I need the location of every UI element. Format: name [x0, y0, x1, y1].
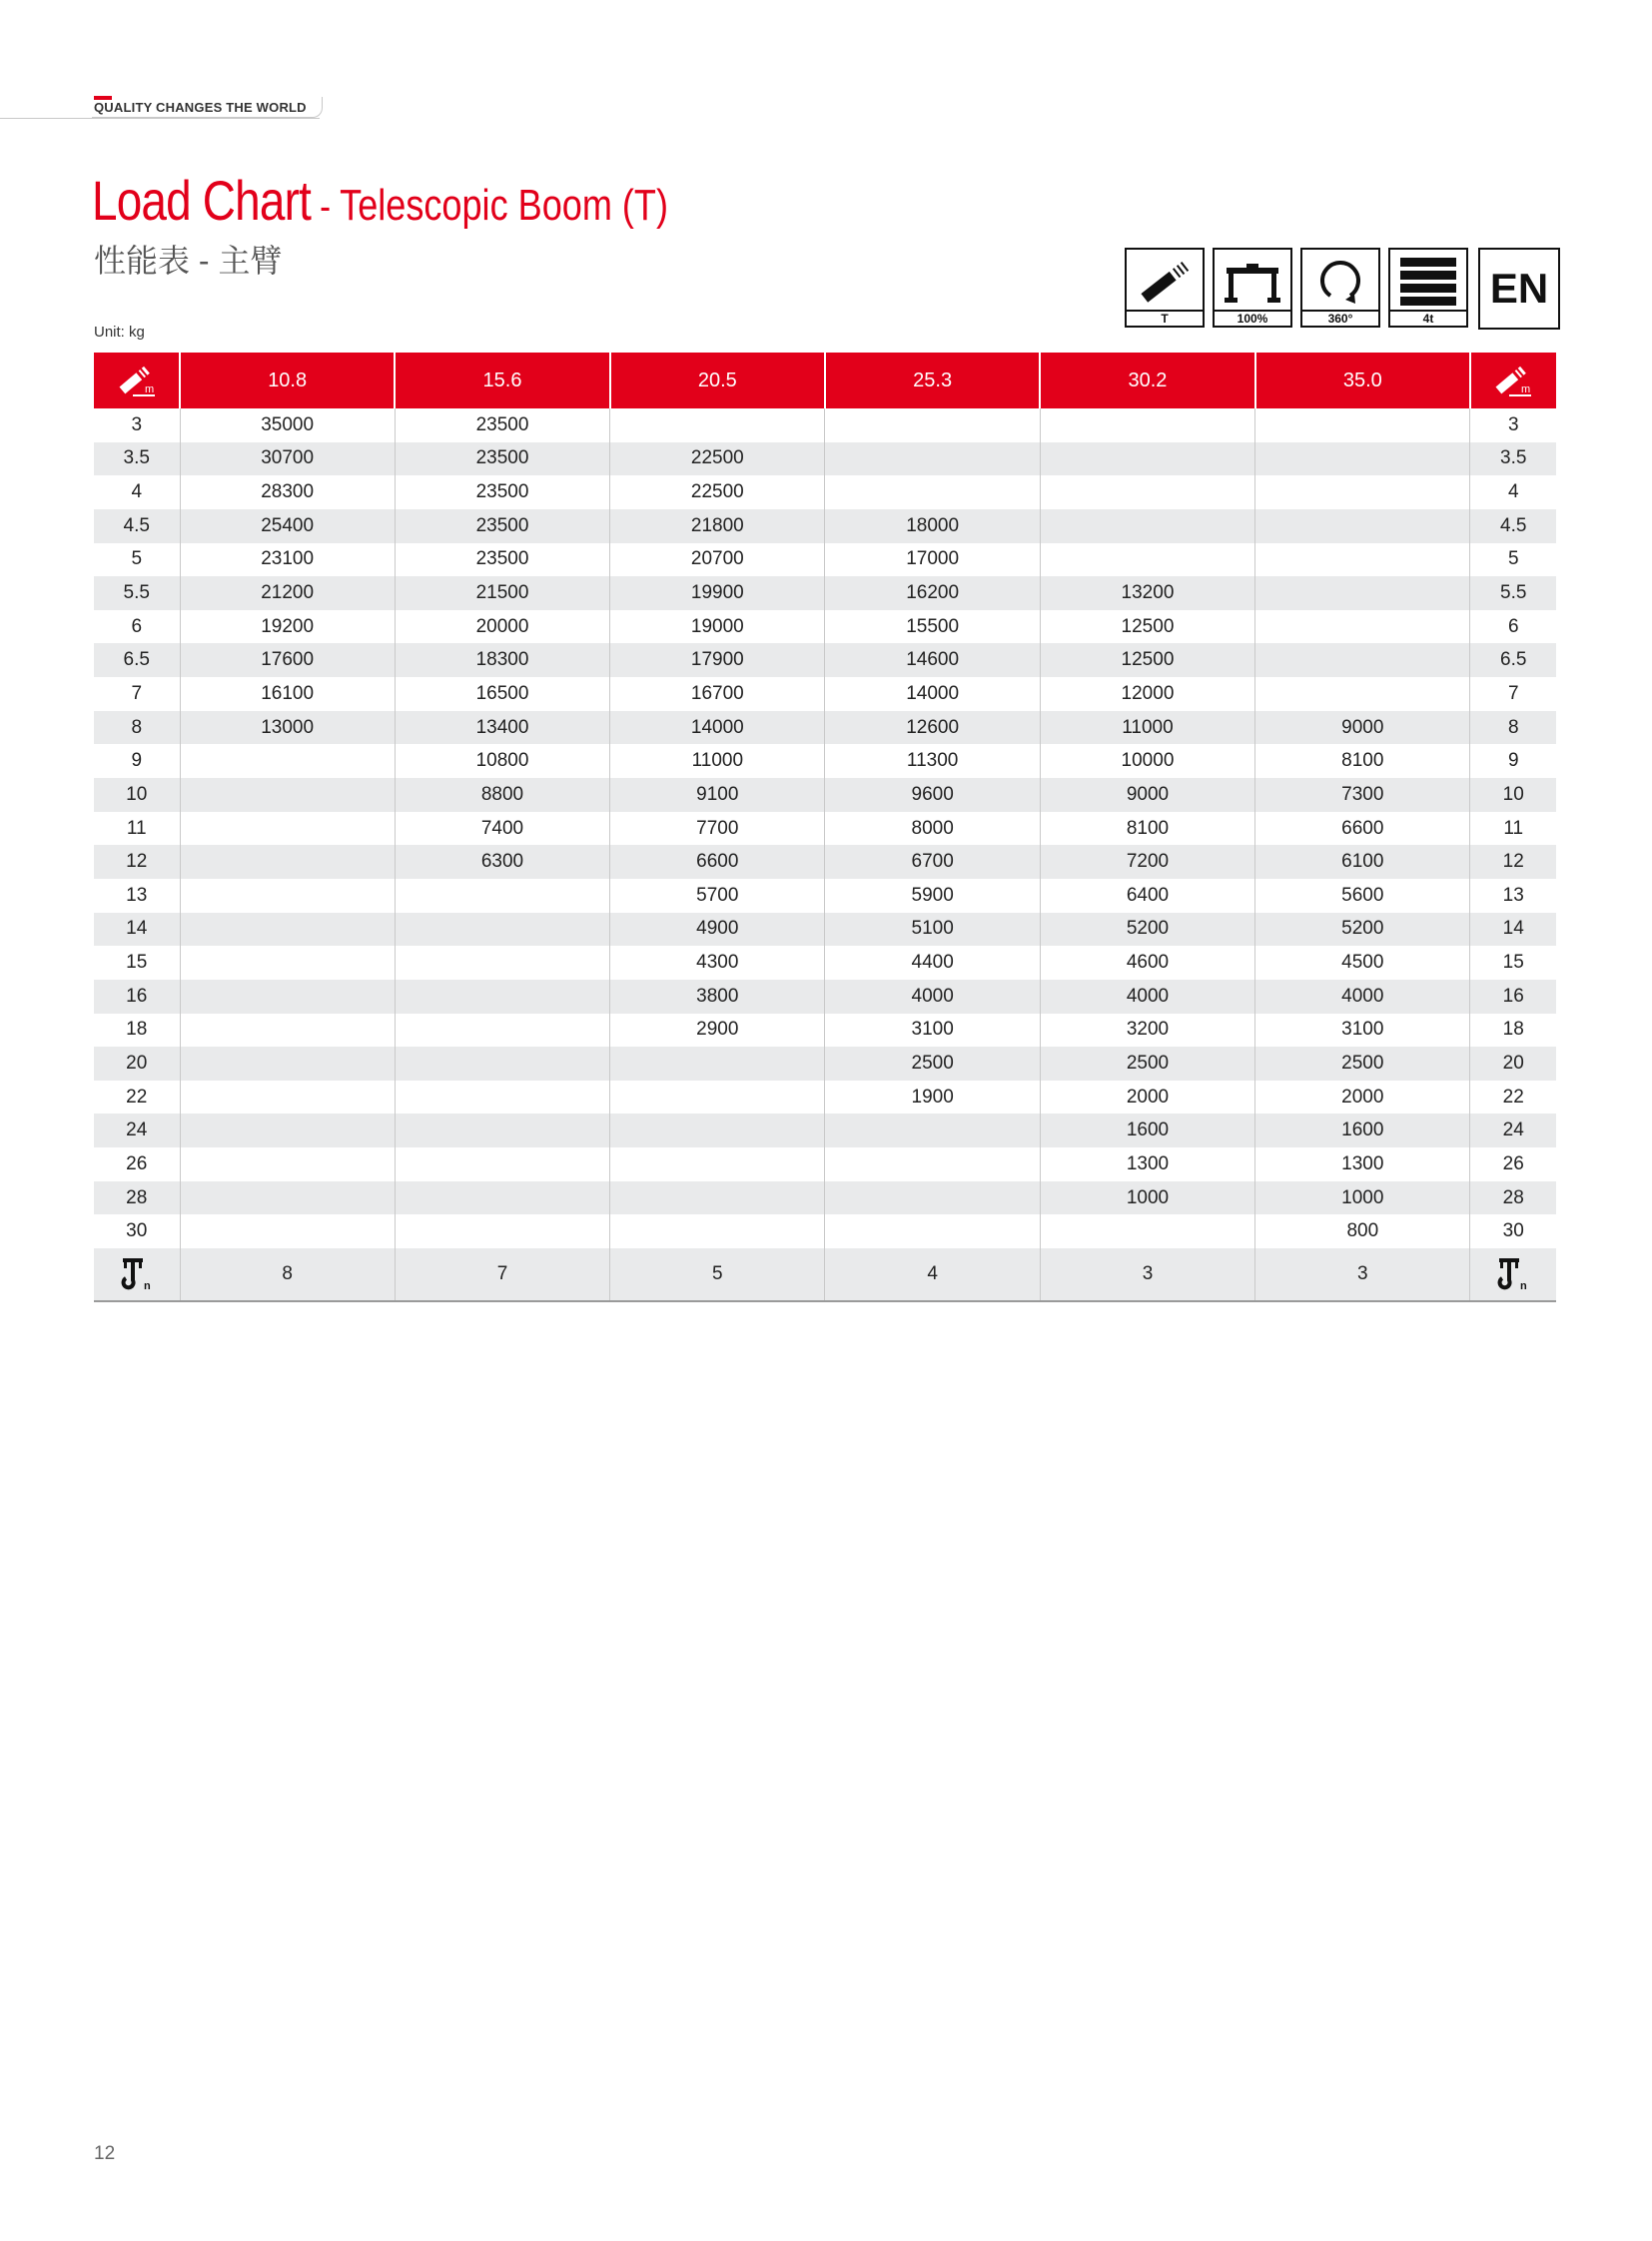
load-cell: 23500 — [395, 509, 609, 543]
load-cell — [825, 408, 1040, 442]
load-cell: 8800 — [395, 778, 609, 812]
load-cell — [1255, 610, 1470, 644]
load-cell — [180, 812, 395, 846]
load-cell: 9000 — [1040, 778, 1254, 812]
tagline-bar — [0, 96, 326, 122]
radius-cell-right: 26 — [1470, 1147, 1556, 1181]
radius-cell-left: 15 — [126, 952, 148, 974]
load-cell: 4000 — [1255, 980, 1470, 1014]
load-cell — [1040, 543, 1254, 577]
config-caption: 360° — [1302, 310, 1378, 326]
load-cell: 18300 — [395, 643, 609, 677]
load-cell — [180, 1181, 395, 1215]
radius-cell-right: 18 — [1470, 1014, 1556, 1048]
load-cell: 19200 — [180, 610, 395, 644]
load-cell: 18000 — [825, 509, 1040, 543]
load-cell: 13000 — [180, 711, 395, 745]
load-cell: 15500 — [825, 610, 1040, 644]
table-row — [94, 778, 1556, 812]
load-cell: 8100 — [1255, 744, 1470, 778]
load-cell: 800 — [1255, 1214, 1470, 1248]
reeving-label-left — [94, 1248, 180, 1301]
config-telescopic-boom — [1125, 248, 1205, 328]
radius-cell-left: 6.5 — [94, 643, 180, 677]
radius-cell-right: 24 — [1470, 1114, 1556, 1147]
table-row — [94, 610, 1556, 644]
reeving-value: 3 — [1040, 1248, 1254, 1301]
load-cell: 1300 — [1255, 1147, 1470, 1181]
radius-cell-left: 30 — [126, 1220, 148, 1242]
load-cell: 16200 — [825, 576, 1040, 610]
radius-cell-right: 4 — [1470, 475, 1556, 509]
load-cell — [180, 1014, 395, 1048]
radius-cell-left: 3 — [131, 413, 143, 435]
radius-cell-left: 14 — [94, 913, 180, 947]
radius-cell-right: 15 — [1470, 946, 1556, 980]
radius-cell-left: 10 — [94, 778, 180, 812]
load-cell: 1600 — [1255, 1114, 1470, 1147]
load-cell: 8000 — [825, 812, 1040, 846]
load-cell: 14000 — [610, 711, 825, 745]
load-cell — [395, 1214, 609, 1248]
config-caption: 4t — [1390, 310, 1466, 326]
load-cell — [1040, 509, 1254, 543]
load-cell — [1255, 442, 1470, 476]
load-cell: 20000 — [395, 610, 609, 644]
radius-cell-right: 11 — [1470, 812, 1556, 846]
load-cell — [395, 1181, 609, 1215]
radius-cell-right: 8 — [1470, 711, 1556, 745]
load-cell: 1600 — [1040, 1114, 1254, 1147]
load-cell: 20700 — [610, 543, 825, 577]
radius-cell-right: 3.5 — [1470, 442, 1556, 476]
reeving-value: 3 — [1255, 1248, 1470, 1301]
load-cell: 1300 — [1040, 1147, 1254, 1181]
hook-reeving-icon — [1496, 1256, 1530, 1292]
load-cell — [395, 946, 609, 980]
load-cell — [825, 1214, 1040, 1248]
radius-cell-left: 28 — [94, 1181, 180, 1215]
table-row — [94, 543, 1556, 577]
load-cell: 13200 — [1040, 576, 1254, 610]
load-cell: 9100 — [610, 778, 825, 812]
load-cell: 23500 — [395, 408, 609, 442]
table-row — [94, 1147, 1556, 1181]
load-cell — [1255, 408, 1470, 442]
table-row — [94, 576, 1556, 610]
load-cell — [395, 1147, 609, 1181]
load-cell: 5600 — [1255, 879, 1470, 913]
load-cell — [395, 879, 609, 913]
load-cell: 4300 — [610, 946, 825, 980]
unit-label: Unit: kg — [94, 324, 145, 341]
load-cell: 10000 — [1040, 744, 1254, 778]
load-cell: 16700 — [610, 677, 825, 711]
boom-radius-icon — [1493, 363, 1533, 398]
load-cell — [395, 1114, 609, 1147]
load-cell — [395, 1014, 609, 1048]
radius-header-left — [94, 353, 180, 408]
load-cell: 23500 — [395, 475, 609, 509]
radius-cell-right: 6.5 — [1470, 643, 1556, 677]
load-cell: 11300 — [825, 744, 1040, 778]
load-cell — [180, 778, 395, 812]
radius-cell-right: 5 — [1470, 543, 1556, 577]
load-cell — [395, 980, 609, 1014]
load-cell: 22500 — [610, 442, 825, 476]
load-cell: 8100 — [1040, 812, 1254, 846]
counterweight-icon — [1398, 256, 1458, 308]
radius-cell-left: 22 — [126, 1086, 148, 1108]
radius-cell-left: 18 — [126, 1019, 148, 1041]
radius-cell-right: 7 — [1470, 677, 1556, 711]
reeving-value: 4 — [825, 1248, 1040, 1301]
table-row — [94, 408, 1556, 442]
load-cell: 1000 — [1040, 1181, 1254, 1215]
radius-cell-right: 9 — [1470, 744, 1556, 778]
table-row — [94, 509, 1556, 543]
boom-radius-icon — [117, 363, 157, 398]
load-cell: 30700 — [180, 442, 395, 476]
load-cell — [180, 1081, 395, 1115]
load-cell — [1040, 1214, 1254, 1248]
svg-text:n: n — [1520, 1280, 1527, 1293]
table-row — [94, 1081, 1556, 1115]
radius-cell-right: 3 — [1470, 408, 1556, 442]
load-cell: 4000 — [825, 980, 1040, 1014]
load-cell: 7300 — [1255, 778, 1470, 812]
page-number: 12 — [94, 2143, 116, 2164]
load-cell — [610, 1081, 825, 1115]
load-cell: 25400 — [180, 509, 395, 543]
load-cell: 19000 — [610, 610, 825, 644]
table-row — [94, 980, 1556, 1014]
load-cell: 23500 — [395, 543, 609, 577]
reeving-value: 8 — [180, 1248, 395, 1301]
load-cell: 2500 — [1040, 1047, 1254, 1081]
load-cell: 6600 — [610, 845, 825, 879]
table-row — [94, 1114, 1556, 1147]
load-cell — [1040, 442, 1254, 476]
table-row — [94, 1181, 1556, 1215]
load-cell: 19900 — [610, 576, 825, 610]
load-cell — [180, 1147, 395, 1181]
radius-cell-right: 28 — [1470, 1181, 1556, 1215]
load-cell — [1040, 408, 1254, 442]
load-cell: 5200 — [1255, 913, 1470, 947]
table-row — [94, 442, 1556, 476]
reeving-label-right — [1470, 1248, 1556, 1301]
boom-length-header: 35.0 — [1255, 353, 1470, 408]
table-row — [94, 812, 1556, 846]
radius-cell-right: 20 — [1470, 1047, 1556, 1081]
load-cell: 11000 — [1040, 711, 1254, 745]
title-separator: - — [311, 185, 341, 229]
load-cell — [180, 946, 395, 980]
radius-cell-left: 13 — [126, 884, 148, 906]
load-cell: 4400 — [825, 946, 1040, 980]
radius-cell-left: 26 — [126, 1152, 148, 1174]
load-cell: 10800 — [395, 744, 609, 778]
rotation-icon — [1310, 256, 1370, 308]
load-cell — [180, 1114, 395, 1147]
load-cell: 6700 — [825, 845, 1040, 879]
load-cell — [825, 1147, 1040, 1181]
svg-text:m: m — [144, 383, 154, 395]
load-cell — [825, 1114, 1040, 1147]
load-cell: 5900 — [825, 879, 1040, 913]
boom-length-header: 15.6 — [395, 353, 609, 408]
load-cell: 7200 — [1040, 845, 1254, 879]
radius-cell-left: 6 — [131, 615, 143, 637]
load-cell — [395, 1047, 609, 1081]
radius-header-right — [1470, 353, 1556, 408]
load-cell: 3800 — [610, 980, 825, 1014]
load-cell — [180, 879, 395, 913]
table-row — [94, 711, 1556, 745]
load-cell: 12500 — [1040, 610, 1254, 644]
load-cell: 22500 — [610, 475, 825, 509]
load-cell: 4500 — [1255, 946, 1470, 980]
load-cell: 1900 — [825, 1081, 1040, 1115]
load-cell: 17000 — [825, 543, 1040, 577]
radius-cell-left: 12 — [94, 845, 180, 879]
svg-text:n: n — [143, 1280, 151, 1293]
load-cell — [395, 913, 609, 947]
load-cell: 12500 — [1040, 643, 1254, 677]
load-cell — [610, 408, 825, 442]
title-main: Load Chart — [92, 169, 312, 232]
page-title — [92, 168, 668, 233]
load-cell: 21800 — [610, 509, 825, 543]
config-rotation — [1300, 248, 1380, 328]
load-cell — [610, 1047, 825, 1081]
load-chart-body — [94, 408, 1556, 1248]
radius-cell-right: 13 — [1470, 879, 1556, 913]
load-cell — [1255, 543, 1470, 577]
load-cell: 23500 — [395, 442, 609, 476]
table-row — [94, 744, 1556, 778]
config-caption: T — [1127, 310, 1203, 326]
table-row — [94, 879, 1556, 913]
config-caption: 100% — [1215, 310, 1290, 326]
load-cell: 28300 — [180, 475, 395, 509]
table-row — [94, 1214, 1556, 1248]
load-cell — [180, 980, 395, 1014]
radius-cell-left: 5 — [131, 548, 143, 570]
load-cell: 5700 — [610, 879, 825, 913]
boom-length-header: 25.3 — [825, 353, 1040, 408]
load-cell: 7700 — [610, 812, 825, 846]
radius-cell-left: 16 — [94, 980, 180, 1014]
reeving-value: 5 — [610, 1248, 825, 1301]
load-cell — [1255, 509, 1470, 543]
load-cell: 2500 — [825, 1047, 1040, 1081]
radius-cell-right: 22 — [1470, 1081, 1556, 1115]
load-cell: 6600 — [1255, 812, 1470, 846]
load-cell: 4900 — [610, 913, 825, 947]
reeving-row — [94, 1248, 1556, 1301]
load-cell: 17600 — [180, 643, 395, 677]
load-cell: 5200 — [1040, 913, 1254, 947]
table-row — [94, 475, 1556, 509]
load-cell: 12600 — [825, 711, 1040, 745]
load-cell: 14000 — [825, 677, 1040, 711]
table-row — [94, 643, 1556, 677]
load-cell: 23100 — [180, 543, 395, 577]
radius-cell-left: 11 — [126, 817, 147, 839]
load-cell: 4000 — [1040, 980, 1254, 1014]
load-cell: 35000 — [180, 408, 395, 442]
table-row — [94, 1047, 1556, 1081]
telescopic-boom-icon — [1135, 256, 1195, 308]
radius-cell-left: 5.5 — [94, 576, 180, 610]
radius-cell-left: 24 — [94, 1114, 180, 1147]
table-row — [94, 845, 1556, 879]
reeving-value: 7 — [395, 1248, 609, 1301]
load-cell — [610, 1214, 825, 1248]
radius-cell-left: 9 — [131, 750, 143, 772]
language-badge: EN — [1478, 248, 1560, 330]
radius-cell-right: 4.5 — [1470, 509, 1556, 543]
radius-cell-right: 10 — [1470, 778, 1556, 812]
load-cell: 3200 — [1040, 1014, 1254, 1048]
radius-cell-right: 14 — [1470, 913, 1556, 947]
load-cell — [825, 442, 1040, 476]
load-cell — [1255, 475, 1470, 509]
table-row — [94, 946, 1556, 980]
load-cell: 16500 — [395, 677, 609, 711]
table-row — [94, 677, 1556, 711]
radius-cell-left: 8 — [94, 711, 180, 745]
load-cell: 13400 — [395, 711, 609, 745]
radius-cell-left: 20 — [94, 1047, 180, 1081]
load-cell — [180, 1214, 395, 1248]
load-chart-table — [94, 353, 1556, 1302]
radius-cell-left: 7 — [131, 682, 143, 704]
page-subtitle: 性能表 - 主臂 — [94, 243, 283, 279]
load-cell: 2500 — [1255, 1047, 1470, 1081]
load-cell: 4600 — [1040, 946, 1254, 980]
tagline: QUALITY CHANGES THE WORLD — [94, 100, 307, 115]
load-cell: 9600 — [825, 778, 1040, 812]
load-cell: 6100 — [1255, 845, 1470, 879]
table-row — [94, 913, 1556, 947]
load-cell — [1040, 475, 1254, 509]
table-row — [94, 1014, 1556, 1048]
load-cell — [180, 913, 395, 947]
load-cell: 6400 — [1040, 879, 1254, 913]
load-cell: 2900 — [610, 1014, 825, 1048]
load-cell: 2000 — [1255, 1081, 1470, 1115]
config-outrigger — [1213, 248, 1292, 328]
load-cell: 14600 — [825, 643, 1040, 677]
outrigger-icon — [1223, 256, 1282, 308]
tagline-rule — [0, 118, 320, 119]
load-cell — [1255, 677, 1470, 711]
radius-cell-right: 16 — [1470, 980, 1556, 1014]
load-cell: 7400 — [395, 812, 609, 846]
load-cell — [1255, 643, 1470, 677]
load-cell — [610, 1181, 825, 1215]
load-cell: 1000 — [1255, 1181, 1470, 1215]
load-cell — [610, 1147, 825, 1181]
radius-cell-left: 4.5 — [94, 509, 180, 543]
boom-length-header: 20.5 — [610, 353, 825, 408]
load-cell — [1255, 576, 1470, 610]
load-cell — [180, 1047, 395, 1081]
load-cell — [180, 744, 395, 778]
radius-cell-left: 4 — [131, 481, 143, 503]
load-cell: 9000 — [1255, 711, 1470, 745]
load-cell: 2000 — [1040, 1081, 1254, 1115]
load-cell: 12000 — [1040, 677, 1254, 711]
hook-reeving-icon — [120, 1256, 154, 1292]
load-cell: 3100 — [1255, 1014, 1470, 1048]
title-sub: Telescopic Boom (T) — [340, 181, 668, 230]
load-cell: 5100 — [825, 913, 1040, 947]
radius-cell-right: 12 — [1470, 845, 1556, 879]
config-icons — [1125, 248, 1558, 332]
load-cell — [825, 475, 1040, 509]
radius-cell-right: 30 — [1470, 1214, 1556, 1248]
load-cell — [180, 845, 395, 879]
svg-text:m: m — [1521, 383, 1531, 395]
radius-cell-right: 5.5 — [1470, 576, 1556, 610]
load-cell: 16100 — [180, 677, 395, 711]
boom-length-header: 30.2 — [1040, 353, 1254, 408]
load-cell — [610, 1114, 825, 1147]
load-cell: 21200 — [180, 576, 395, 610]
load-cell — [825, 1181, 1040, 1215]
load-cell: 21500 — [395, 576, 609, 610]
config-counterweight — [1388, 248, 1468, 328]
load-cell: 11000 — [610, 744, 825, 778]
radius-cell-right: 6 — [1470, 610, 1556, 644]
load-cell: 3100 — [825, 1014, 1040, 1048]
load-cell — [395, 1081, 609, 1115]
header-row — [94, 353, 1556, 408]
load-cell: 17900 — [610, 643, 825, 677]
radius-cell-left: 3.5 — [94, 442, 180, 476]
load-cell: 6300 — [395, 845, 609, 879]
boom-length-header: 10.8 — [180, 353, 395, 408]
